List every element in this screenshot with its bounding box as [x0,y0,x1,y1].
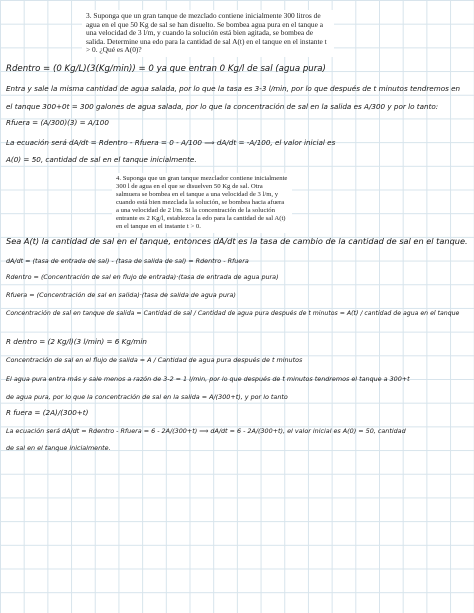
sol1-rfuera: Rfuera = (A/300)(3) = A/100 [6,118,109,127]
sol2-sea: Sea A(t) la cantidad de sal en el tanque, entonces dA/dt es la tasa de cambio de la cantidad de sal en el tanque. [6,236,468,246]
sol2-rfuera-def: Rfuera = (Concentración de sal en salida)·(tasa de salida de agua pura) [6,291,236,299]
sol2-rdentro-def: Rdentro = (Concentración de sal en flujo de entrada)·(tasa de entrada de agua pura) [6,273,279,281]
problem-3-text: Suponga que un gran tanque de mezclado contiene inicialmente 300 litros de agua en el que 50 Kg de sal se han disuelto. Se bombea agua pura en el tanque a una velocidad de 3 l/m, y cuando la solución está bien agitada, se bombea de salida. Determine una edo para la cantidad de sal A(t) en el tanque en el instante t > 0. ¿Qué es A(0)? [86,11,327,55]
sol1-ecuacion: La ecuación será dA/dt = Rdentro - Rfuera = 0 - A/100 ⟹ dA/dt = -A/100, el valor inicial es [6,138,336,147]
sol2-concentracion-salida: Concentración de sal en el flujo de salida = A / Cantidad de agua pura después de t minutos [6,356,303,364]
sol2-concentracion-tanto: de agua pura, por lo que la concentración de sal en la salida = A/(300+t), y por lo tanto [6,393,288,401]
sol2-concentracion: Concentración de sal en tanque de salida = Cantidad de sal / Cantidad de agua pura después de t minutos = A(t) / cantidad de agua en el tanque [6,310,460,317]
problem-4-number: 4. [116,175,122,182]
sol2-dadt: dA/dt = (tasa de entrada de sal) - (tasa de salida de sal) = Rdentro - Rfuera [6,257,249,265]
sol1-rdentro: Rdentro = (0 Kg/L)(3(Kg/min)) = 0 ya que entran 0 Kg/l de sal (agua pura) [6,64,326,74]
sol2-agua-pura: El agua pura entra más y sale menos a razón de 3-2 = 1 l/min, por lo que después de t minutos tendremos el tanque a 300+t [6,375,410,383]
sol1-initial-value: A(0) = 50, cantidad de sal en el tanque inicialmente. [6,155,197,164]
problem-4-text: Suponga que un gran tanque mezclador contiene inicialmente 300 l de agua en el que se disuelven 50 Kg de sal. Otra salmuera se bombea en el tanque a una velocidad de 3 l/m, y cuando está bien mezclada la solución, se bombea hacia afuera a una velocidad de 2 l/m. Si la concentración de la solución entrante es 2 Kg/l, establezca la edo para la cantidad de sal A(t) en el tanque en el instante t > 0. [116,175,288,230]
sol2-rfuera-value: R fuera = (2A)/(300+t) [6,408,89,417]
sol2-ecuacion: La ecuación será dA/dt = Rdentro - Rfuera = 6 - 2A/(300+t) ⟹ dA/dt = 6 - 2A/(300+t), el valor inicial es A(0) = 50, cantidad [6,427,406,435]
problem-4-box [112,173,292,233]
sol2-inicial: de sal en el tanque inicialmente. [6,444,111,452]
sol1-line3: el tanque 300+0t = 300 galones de agua salada, por lo que la concentración de sal en la salida es A/300 y por lo tanto: [6,102,439,111]
problem-3-number: 3. [86,11,92,20]
sol1-line2: Entra y sale la misma cantidad de agua salada, por lo que la tasa es 3-3 l/min, por lo que después de t minutos tendremos en [6,84,461,93]
problem-3-box [82,10,334,57]
sol2-rdentro-value: R dentro = (2 Kg/l)(3 l/min) = 6 Kg/min [6,337,147,346]
